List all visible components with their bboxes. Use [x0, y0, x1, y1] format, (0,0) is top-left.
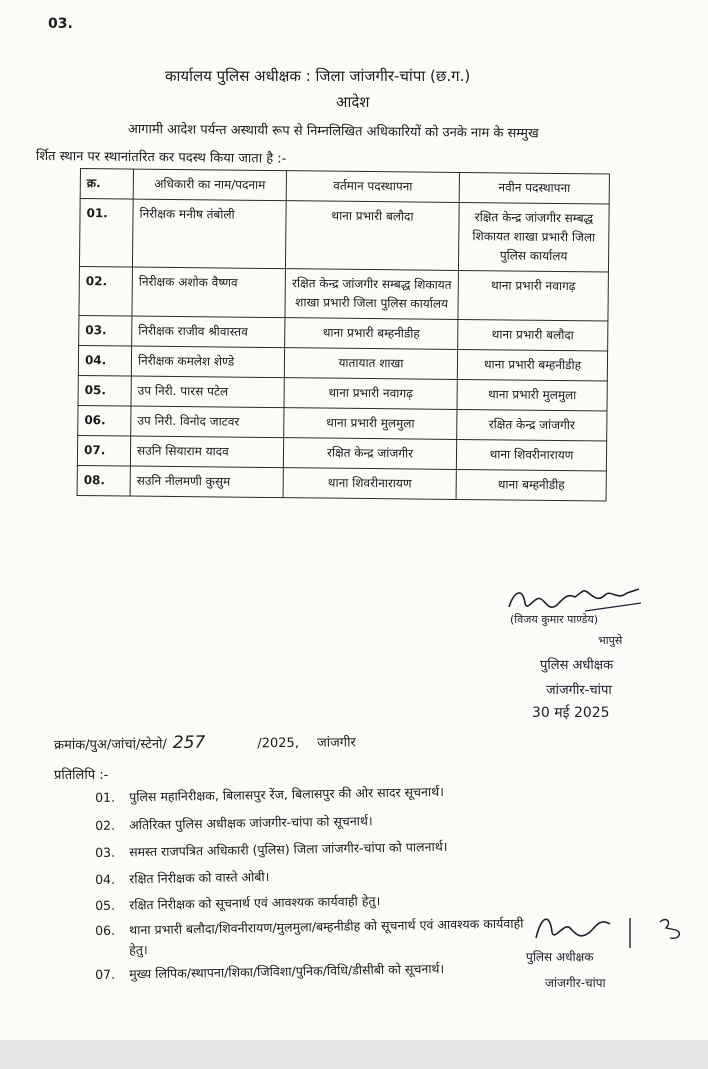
copy-item-text: थाना प्रभारी बलौदा/शिवनीरायण/मुलमुला/बम्हनीडीह को सूचनार्थ एवं आवश्यक कार्यवाही	[129, 915, 524, 938]
signatory-designation: पुलिस अधीक्षक	[540, 658, 614, 673]
copy-item	[95, 838, 448, 861]
copy-item	[95, 915, 524, 939]
copy-item-text: हेतु।	[129, 942, 148, 958]
row-new-posting: थाना शिवरीनारायण	[456, 439, 606, 471]
copy-item-number: 03.	[95, 844, 116, 860]
row-current-posting: थाना प्रभारी मुलमुला	[284, 408, 457, 440]
signatory-service: भापुसे	[598, 634, 623, 647]
row-sn: 07.	[77, 435, 130, 466]
copy-item-number: 01.	[95, 789, 116, 805]
order-title: आदेश	[336, 93, 370, 111]
row-current-posting: थाना प्रभारी बलौदा	[285, 201, 459, 271]
row-officer: उप निरी. विनोद जाटवर	[131, 406, 284, 438]
col-header-current: वर्तमान पदस्थापना	[286, 171, 459, 203]
copy-item	[95, 812, 373, 834]
signatory-district: जांजगीर-चांपा	[546, 683, 612, 698]
copy-item-text: पुलिस महानिरीक्षक, बिलासपुर रेंज, बिलासपुर की ओर सादर सूचनार्थ।	[129, 783, 445, 805]
row-new-posting: रक्षित केन्द्र जांजगीर सम्बद्ध शिकायत शाखा प्रभारी जिला पुलिस कार्यालय	[458, 202, 609, 272]
copy-item-text: समस्त राजपत्रित अधिकारी (पुलिस) जिला जांजगीर-चांपा को पालनार्थ।	[129, 838, 448, 860]
row-sn: 02.	[79, 266, 133, 316]
row-sn: 04.	[78, 345, 131, 376]
row-current-posting: थाना प्रभारी नवागढ़	[284, 378, 457, 410]
signatory2-district: जांजगीर-चांपा	[545, 976, 606, 990]
copy-item	[95, 868, 270, 888]
copy-item-number: 04.	[95, 871, 116, 887]
table-row	[79, 199, 609, 273]
row-sn: 06.	[78, 405, 131, 436]
row-officer: निरीक्षक अशोक वैष्णव	[132, 267, 286, 318]
row-officer: उप निरी. पारस पटेल	[131, 376, 284, 408]
copy-item	[95, 960, 444, 983]
copy-item-text: अतिरिक्त पुलिस अधीक्षक जांजगीर-चांपा को सूचनार्थ।	[129, 813, 373, 833]
copy-item-text: मुख्य लिपिक/स्थापना/शिका/जिविशा/पुनिक/विधि/डीसीबी को सूचनार्थ।	[129, 960, 445, 982]
reference-line	[54, 731, 356, 754]
copy-item-number: 06.	[95, 922, 116, 938]
copy-item-number: 05.	[95, 897, 116, 913]
row-officer: निरीक्षक राजीव श्रीवास्तव	[132, 316, 285, 348]
copy-heading: प्रतिलिपि :-	[54, 768, 109, 783]
intro-line-1: आगामी आदेश पर्यन्त अस्थायी रूप से निम्नलिखित अधिकारियों को उनके नाम के सम्मुख	[127, 121, 539, 142]
row-current-posting: थाना प्रभारी बम्हनीडीह	[285, 318, 458, 350]
row-sn: 08.	[77, 465, 130, 496]
row-new-posting: थाना प्रभारी बलौदा	[458, 319, 608, 351]
row-new-posting: रक्षित केन्द्र जांजगीर	[457, 409, 607, 441]
copy-item-text: रक्षित निरीक्षक को वास्ते ओबी।	[129, 868, 270, 887]
table-row	[77, 465, 606, 501]
order-date: 30 मई 2025	[532, 705, 610, 721]
row-sn: 05.	[78, 375, 131, 406]
transfer-table	[77, 168, 610, 502]
col-header-new: नवीन पदस्थापना	[459, 172, 609, 204]
reference-year: /2025,	[257, 735, 300, 752]
col-header-name: अधिकारी का नाम/पदनाम	[133, 169, 286, 201]
row-current-posting: थाना शिवरीनारायण	[283, 468, 456, 500]
row-new-posting: थाना प्रभारी नवागढ़	[458, 270, 609, 321]
row-current-posting: रक्षित केन्द्र जांजगीर सम्बद्ध शिकायत शाखा प्रभारी जिला पुलिस कार्यालय	[285, 269, 459, 320]
row-officer: सउनि सियाराम यादव	[130, 436, 283, 468]
row-new-posting: थाना बम्हनीडीह	[456, 469, 606, 501]
row-officer: निरीक्षक मनीष तंबोली	[132, 199, 286, 269]
copy-item-number	[95, 954, 129, 955]
signatory2-designation: पुलिस अधीक्षक	[526, 950, 594, 964]
copy-item-text: रक्षित निरीक्षक को सूचनार्थ एवं आवश्यक कार्यवाही हेतु।	[129, 893, 381, 913]
row-officer: निरीक्षक कमलेश शेण्डे	[131, 346, 284, 378]
row-sn: 03.	[79, 315, 132, 346]
copy-item	[95, 892, 380, 914]
signatory-name: (विजय कुमार पाण्डेय)	[510, 613, 599, 626]
row-current-posting: रक्षित केन्द्र जांजगीर	[283, 438, 456, 470]
row-current-posting: यातायात शाखा	[284, 348, 457, 380]
row-new-posting: थाना प्रभारी मुलमुला	[457, 379, 607, 411]
row-officer: सउनि नीलमणी कुसुम	[130, 466, 283, 498]
copy-item	[95, 941, 148, 959]
reference-prefix: क्रमांक/पुअ/जांचां/स्टेनो/	[54, 737, 167, 753]
page-number: 03.	[48, 16, 73, 32]
col-header-sn: क्र.	[80, 169, 133, 200]
table-body	[77, 199, 609, 502]
reference-place: जांजगीर	[317, 735, 356, 751]
row-sn: 01.	[79, 199, 133, 268]
office-heading: कार्यालय पुलिस अधीक्षक : जिला जांजगीर-चांपा (छ.ग.)	[165, 67, 471, 85]
copy-item-number: 02.	[95, 817, 116, 833]
row-new-posting: थाना प्रभारी बम्हनीडीह	[457, 349, 607, 381]
reference-number: 257	[172, 732, 206, 753]
bottom-margin	[0, 1040, 708, 1069]
table-row	[79, 266, 608, 321]
copy-item-number: 07.	[95, 966, 116, 982]
copy-item	[95, 783, 444, 806]
intro-line-2: र्शित स्थान पर स्थानांतरित कर पदस्थ किया जाता है :-	[35, 148, 287, 167]
